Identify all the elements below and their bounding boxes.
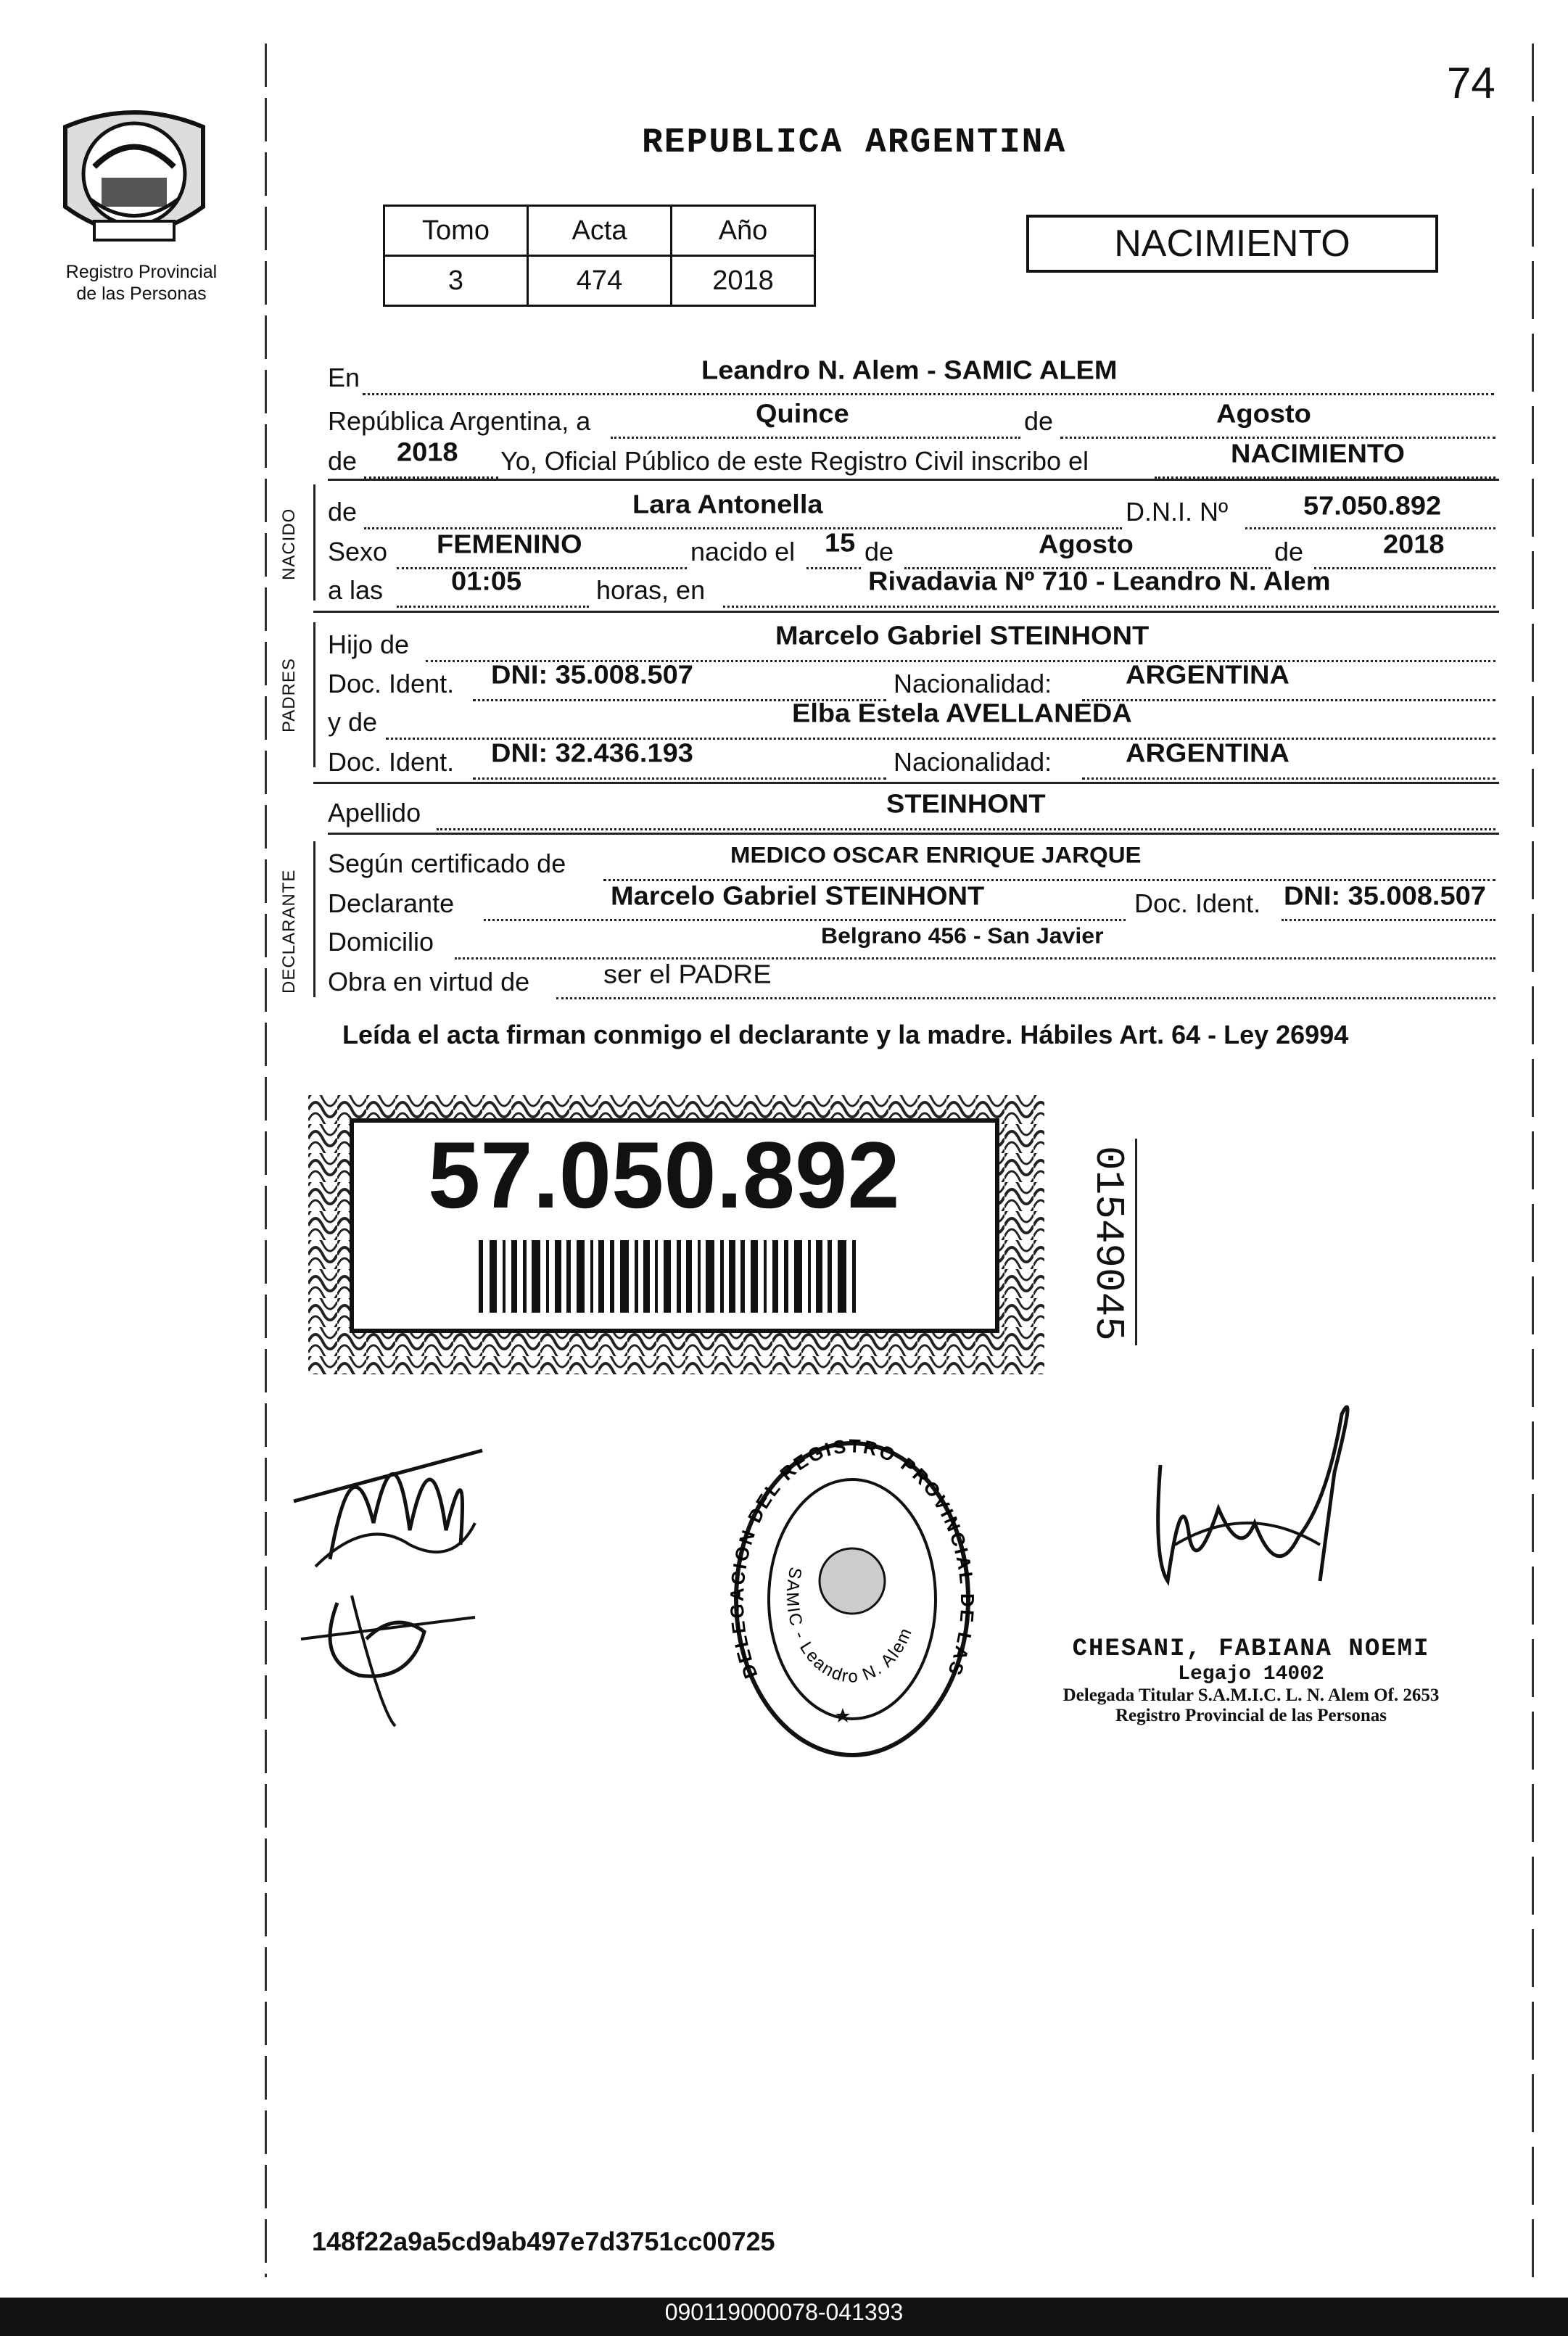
row-nombre <box>328 490 1499 529</box>
dotted-line <box>397 606 589 608</box>
closing-note: Leída el acta firman conmigo el declarante y la madre. Hábiles Art. 64 - Ley 26994 <box>342 1020 1349 1049</box>
label-doc: Doc. Ident. <box>328 747 455 777</box>
signature-block <box>1019 1635 1483 1726</box>
dotted-line <box>484 919 1126 921</box>
value-time: 01:05 <box>451 567 522 596</box>
dotted-line <box>397 567 687 569</box>
value-birth-year: 2018 <box>1383 530 1445 559</box>
registry-seal <box>729 1436 975 1762</box>
dotted-line <box>473 777 886 780</box>
dotted-line <box>455 957 1495 959</box>
label-de: de <box>328 497 358 527</box>
dotted-line <box>556 997 1495 999</box>
label-nacionalidad: Nacionalidad: <box>894 669 1052 698</box>
stamp-number: 57.050.892 <box>428 1122 900 1228</box>
record-table <box>383 205 816 307</box>
value-month: Agosto <box>1216 400 1311 429</box>
value-dni: 57.050.892 <box>1303 492 1442 521</box>
label-nacionalidad: Nacionalidad: <box>894 747 1052 777</box>
country-title: REPUBLICA ARGENTINA <box>642 123 1067 162</box>
label-de: de <box>1024 406 1054 436</box>
label-sexo: Sexo <box>328 537 388 566</box>
serial-line <box>1135 1139 1137 1345</box>
row-domicilio <box>328 923 1499 959</box>
label-apellido: Apellido <box>328 798 421 827</box>
label-republica: República Argentina, a <box>328 406 591 436</box>
record-type-box: NACIMIENTO <box>1026 215 1438 273</box>
row-hora <box>328 567 1499 608</box>
seal-outer-text: DELE CION DEL REGISTRO PROVINCIA LAS <box>729 1436 975 1682</box>
dotted-line <box>723 606 1495 608</box>
logo-label-line1: Registro Provincial <box>65 262 218 282</box>
row-republica <box>328 400 1499 439</box>
right-margin-line <box>1532 44 1534 2277</box>
dotted-line <box>1082 777 1495 780</box>
value-birth-day: 15 <box>825 529 856 558</box>
value-nac-father: ARGENTINA <box>1126 661 1290 690</box>
value-doc-declarante: DNI: 35.008.507 <box>1284 882 1486 911</box>
label-en: En <box>328 363 360 392</box>
value-day: Quince <box>756 400 849 429</box>
label-doc: Doc. Ident. <box>328 669 455 698</box>
province-logo <box>51 98 218 261</box>
signer-title: Delegada Titular S.A.M.I.C. L. N. Alem Of. 2653 <box>1062 1685 1440 1705</box>
padres-bar <box>313 622 315 767</box>
value-place: Rivadavia Nº 710 - Leandro N. Alem <box>868 567 1331 596</box>
left-margin-line <box>265 44 267 2277</box>
seal-inner-text: SAMIC - Leandro N. Alem <box>782 1565 917 1687</box>
value-declarante: Marcelo Gabriel STEINHONT <box>611 882 985 911</box>
value-apellido: STEINHONT <box>886 790 1046 819</box>
value-anio: 2018 <box>672 256 815 306</box>
label-declarante: Declarante <box>328 888 455 918</box>
label-hijo: Hijo de <box>328 630 410 659</box>
row-anio <box>328 438 1499 479</box>
value-acta: 474 <box>528 256 672 306</box>
footer-code: 090119000078-041393 <box>664 2299 904 2325</box>
label-de: de <box>328 446 358 476</box>
dotted-line <box>806 567 861 569</box>
signer-legajo: Legajo 14002 <box>1178 1663 1324 1685</box>
dotted-line <box>1314 567 1495 569</box>
signature-right <box>1139 1392 1371 1632</box>
dotted-line <box>364 527 1122 529</box>
logo-label-line2: de las Personas <box>76 284 207 304</box>
row-declarante <box>328 882 1499 921</box>
page-number: 74 <box>1447 59 1495 107</box>
document-hash: 148f22a9a5cd9ab497e7d3751cc00725 <box>312 2226 775 2256</box>
row-obra <box>328 960 1499 999</box>
section-padres: PADRES <box>279 658 299 732</box>
value-domicilio: Belgrano 456 - San Javier <box>821 923 1104 949</box>
value-nac-mother: ARGENTINA <box>1126 739 1290 768</box>
value-doc-mother: DNI: 32.436.193 <box>491 739 693 768</box>
separator <box>313 782 1499 784</box>
value-type: NACIMIENTO <box>1231 439 1405 469</box>
header-anio: Año <box>672 206 815 256</box>
signer-name: CHESANI, FABIANA NOEMI <box>1072 1635 1430 1663</box>
label-a-las: a las <box>328 575 384 605</box>
registro-text: Yo, Oficial Público de este Registro Civil inscribo el <box>500 446 1089 476</box>
value-en: Leandro N. Alem - SAMIC ALEM <box>701 356 1118 385</box>
row-doc-mother <box>328 739 1499 780</box>
value-year: 2018 <box>397 438 458 467</box>
row-sexo <box>328 529 1499 569</box>
separator <box>328 833 1499 835</box>
value-obra: ser el PADRE <box>603 960 772 989</box>
value-doc-father: DNI: 35.008.507 <box>491 661 693 690</box>
label-doc: Doc. Ident. <box>1134 888 1261 918</box>
dotted-line <box>437 828 1495 830</box>
separator <box>313 611 1499 613</box>
value-sex: FEMENINO <box>437 530 582 559</box>
declarante-bar <box>313 841 315 997</box>
value-father: Marcelo Gabriel STEINHONT <box>775 622 1150 651</box>
row-certificado <box>328 841 1499 881</box>
label-dni: D.N.I. Nº <box>1126 497 1229 527</box>
separator <box>328 479 1499 481</box>
signer-office: Registro Provincial de las Personas <box>1115 1706 1387 1725</box>
dotted-line <box>1060 437 1495 439</box>
value-mother: Elba Estela AVELLANEDA <box>792 699 1132 728</box>
label-domicilio: Domicilio <box>328 927 434 957</box>
dotted-line <box>611 437 1020 439</box>
row-en <box>328 356 1499 395</box>
label-obra: Obra en virtud de <box>328 967 530 996</box>
logo-label <box>33 261 250 305</box>
value-tomo: 3 <box>384 256 528 306</box>
label-y-de: y de <box>328 707 378 737</box>
label-horas: horas, en <box>596 575 706 605</box>
row-madre <box>328 699 1499 740</box>
row-doc-father <box>328 661 1499 701</box>
dotted-line <box>603 879 1495 881</box>
dotted-line <box>1245 527 1495 529</box>
section-declarante: DECLARANTE <box>279 869 299 994</box>
value-name: Lara Antonella <box>632 490 823 519</box>
header-acta: Acta <box>528 206 672 256</box>
label-certificado: Según certificado de <box>328 849 566 878</box>
section-nacido: NACIDO <box>279 508 299 580</box>
dotted-line <box>1282 919 1495 921</box>
dotted-line <box>1082 699 1495 701</box>
label-de: de <box>865 537 894 566</box>
label-nacido: nacido el <box>690 537 796 566</box>
row-apellido <box>328 790 1499 830</box>
dotted-line <box>363 393 1494 395</box>
serial-number: 01549045 <box>1085 1146 1131 1341</box>
value-certificado: MEDICO OSCAR ENRIQUE JARQUE <box>730 841 1142 868</box>
nacido-bar <box>313 484 315 600</box>
value-birth-month: Agosto <box>1039 530 1134 559</box>
row-hijo <box>328 622 1499 662</box>
header-tomo: Tomo <box>384 206 528 256</box>
signature-left <box>286 1421 504 1741</box>
label-de: de <box>1274 537 1304 566</box>
